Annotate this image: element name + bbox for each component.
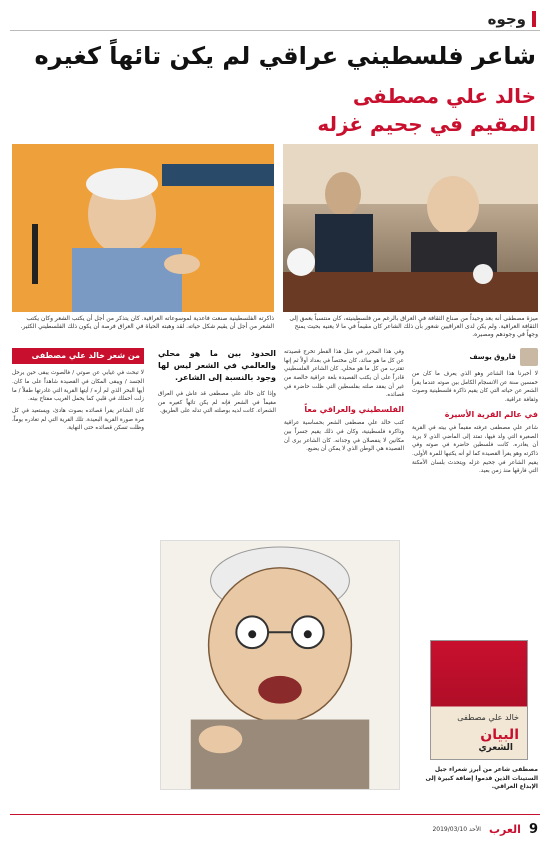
column-1-intro: لا أخبرنا هذا الشاعر وهو الذي يعرف ما كان من خمسين سنة عن الانسجام الكامل بين صوته عندما يقرأ الشعر عن حياته التي كان يقيم ذاكرة فلسطينية وصوت وثقافة عراقية. <box>412 371 538 403</box>
section-tag <box>488 10 536 28</box>
header-rule <box>10 30 540 31</box>
issue-date: الأحد 2019/03/10 <box>432 825 481 833</box>
book-title: البيان <box>480 727 519 743</box>
poem-heading: من شعر خالد علي مصطفى <box>12 348 144 364</box>
poem-body: لا تبحث في غيابي عن صوتي / فالصوت يبقى حين يرحل الجسد / ويبقى المكان في القصيدة شاهداً على ما كان. أيها البحر الذي لم أره / أيتها القرية التي غادرتها طفلاً / ما زلت أحملك في قلبي كما يحمل الغريب مفتاح بيته. <box>12 370 144 403</box>
poet-photo-right <box>283 144 538 312</box>
book-caption: مصطفى شاعر من أبرز شعراء جيل الستينات الذين قدموا إضافة كبيرة إلى الإبداع العراقي. <box>425 766 538 791</box>
caricature-illustration <box>161 541 399 789</box>
column-2-body: وفي هذا المحرر في مثل هذا القطر تخرج قصيدته عن كل ما هو سائد، كان مختصاً في بغداد أولاً ثم إنها تقترب من كل ما هو محلي. كان الشاعر الفلسطيني قادراً على أن يكتب القصيدة بلغة عراقية خالصة من غير أن يفقد صلته بفلسطين التي ظلت حاضرة في قصائده. <box>284 349 404 399</box>
book-subtitle: الشعري <box>478 743 513 753</box>
poet-photo-left <box>12 144 274 312</box>
article-column-3 <box>158 348 276 538</box>
column-2-subhead: الفلسطيني والعراقي معاً <box>304 404 404 414</box>
book-author: خالد علي مصطفى <box>457 713 519 722</box>
column-4-body-2: كان الشاعر يقرأ قصائده بصوت هادئ، ويستعيد في كل مرة صورة القرية البعيدة. تلك القرية التي لم تغادره يوماً، وظلت تسكن قصائده حتى النهاية. <box>12 408 144 432</box>
column-3-body: وإذا كان خالد علي مصطفى قد عاش في العراق مقيماً في الشعر فإنه لم يكن تائهاً كغيره من الشعراء. كانت لديه بوصلته التي تدله على الطريق. <box>158 391 276 415</box>
column-1-body: شاعر علي مصطفى عرفته مقيماً في بيته في القرية الصغيرة التي ولد فيها، تمتد إلى الماضي الذي لا يريد أن يغادره. كانت فلسطين حاضرة في صوته وفي ذاكرته وهو يقرأ القصيدة كما لو أنه يكتبها للمرة الأولى. يقيم الشاعر في جحيم غزله ويتحدث بلسان الأمكنة التي فارقها منذ زمن بعيد. <box>412 425 538 475</box>
photo-left-caption: ذاكرته الفلسطينية صنعت فاعدية لموسوعاته العراقية. كان يتذكر من أجل أن يكتب الشعر وكان يكتب الشعر من أجل أن يقيم شكل حياته. لقد وهبته الحياة في العراق فرصة أن يكون ذلك الفلسطيني الكثير. <box>20 315 274 331</box>
footer-rule <box>10 814 540 815</box>
article-column-4 <box>12 348 144 818</box>
column-2-body-2: كتب خالد علي مصطفى الشعر بحساسية عراقية وذاكرة فلسطينية، وكان في ذلك يقيم جسراً بين مكانين لا ينفصلان في وجدانه. كان الشاعر يرى أن القصيدة هي الوطن الذي لا يمكن أن يضيع. <box>284 420 404 453</box>
column-1-subhead: في عالم القرية الأسيرة <box>444 409 538 419</box>
page-number: 9 <box>528 821 538 837</box>
poet-caricature <box>160 540 400 790</box>
page-footer <box>12 820 538 838</box>
article-headline: شاعر فلسطيني عراقي لم يكن تائهاً كغيره <box>34 42 536 70</box>
photo-right-illustration <box>283 144 538 312</box>
article-subhead-2: المقيم في جحيم غزله <box>317 112 536 136</box>
photo-right-caption: ميزة مصطفى أنه بعد وحيداً من صناع الثقافة في العراق بالرغم من فلسطينيته، كان منتسباً بعمق إلى الثقافة العراقية. ولم يكن لدى العراقيين شعور بأن ذلك الشاعر كان مقيماً في ما لا يعنيه بحيث يمنح وجهاً في وجودهم ومصيره. <box>289 315 538 339</box>
section-name: وجوه <box>487 10 526 28</box>
photo-left-illustration <box>12 144 274 312</box>
newspaper-logo: العرب <box>488 822 521 836</box>
pull-quote: الحدود بين ما هو محلي والعالمي في الشعر ليس لها وجود بالنسبة إلى الشاعر. <box>158 349 276 382</box>
byline <box>412 348 538 366</box>
section-accent-bar <box>532 11 536 27</box>
author-avatar <box>520 348 538 366</box>
author-name: فاروق يوسف <box>469 352 516 361</box>
book-cover <box>430 640 528 760</box>
article-subhead-1: خالد علي مصطفى <box>352 84 536 108</box>
